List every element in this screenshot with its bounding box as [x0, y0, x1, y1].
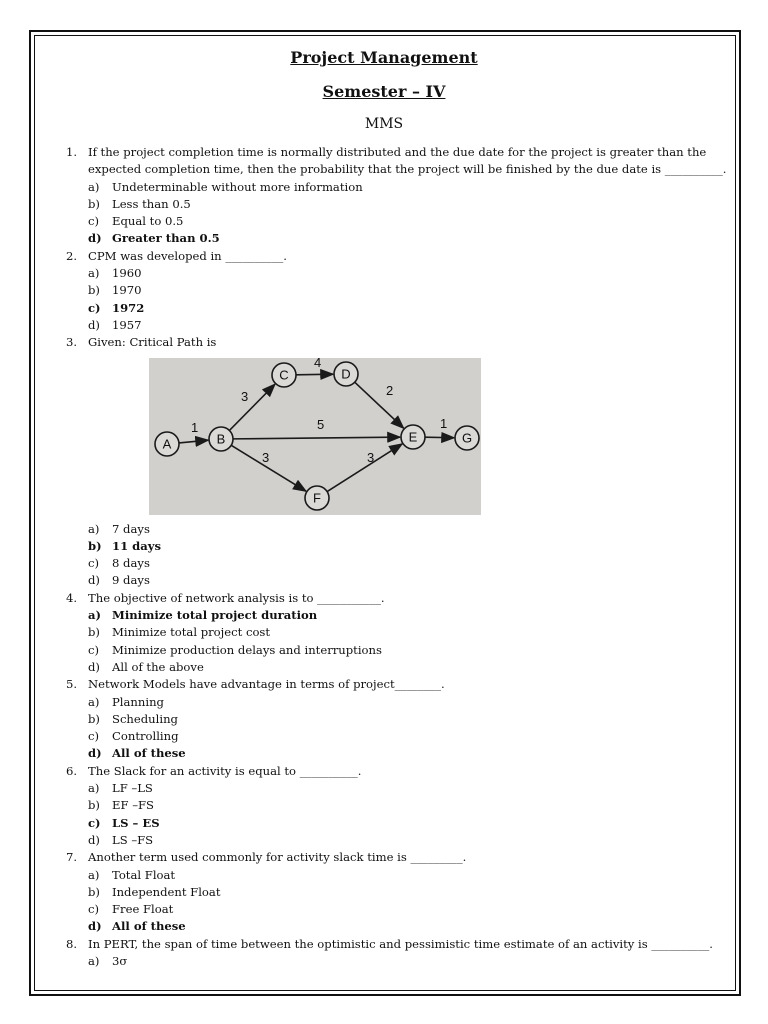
option-text: Undeterminable without more information — [112, 179, 363, 194]
answer-option-correct — [66, 918, 730, 935]
option-text: LF –LS — [112, 781, 153, 796]
option-letter: c) — [88, 214, 100, 229]
question-5 — [66, 676, 730, 693]
option-text: Less than 0.5 — [112, 196, 191, 211]
question-number: 7. — [66, 850, 78, 865]
edge-label-A-B: 1 — [191, 419, 199, 435]
question-4 — [66, 590, 730, 607]
option-text: EF –FS — [112, 798, 154, 813]
answer-option — [66, 572, 730, 589]
option-text: 1970 — [112, 283, 142, 298]
answer-option — [66, 901, 730, 918]
answer-option — [66, 832, 730, 849]
option-letter: a) — [88, 781, 100, 796]
option-letter: b) — [88, 711, 100, 726]
answer-option — [66, 711, 730, 728]
answer-option-correct — [66, 745, 730, 762]
option-letter: c) — [88, 642, 100, 657]
answer-option — [66, 521, 730, 538]
question-6 — [66, 763, 730, 780]
option-text: Planning — [112, 694, 164, 709]
option-letter: a) — [88, 521, 100, 536]
option-text: Total Float — [112, 867, 176, 882]
question-number: 5. — [66, 677, 78, 692]
node-label-F: F — [313, 490, 321, 506]
question-1 — [66, 144, 730, 179]
question-text: The objective of network analysis is to ___________. — [88, 590, 385, 605]
option-letter: a) — [88, 953, 100, 968]
question-number: 8. — [66, 936, 78, 951]
question-number: 1. — [66, 145, 78, 159]
option-letter: a) — [88, 266, 100, 281]
node-label-C: C — [279, 367, 289, 383]
question-number: 2. — [66, 248, 78, 263]
node-label-E: E — [408, 429, 418, 445]
program-heading: MMS — [364, 116, 404, 132]
option-text: Scheduling — [112, 711, 178, 726]
answer-option — [66, 953, 730, 970]
option-letter: b) — [88, 625, 100, 640]
question-8 — [66, 936, 730, 953]
answer-option — [66, 659, 730, 676]
edge-D-E — [355, 382, 404, 428]
answer-option — [66, 694, 730, 711]
option-text: 11 days — [112, 538, 162, 553]
question-text: Network Models have advantage in terms of project________. — [88, 677, 445, 692]
question-number: 6. — [66, 763, 78, 778]
answer-option — [66, 867, 730, 884]
option-letter: d) — [88, 919, 102, 934]
edge-A-B — [179, 440, 208, 443]
answer-option — [66, 265, 730, 282]
option-letter: d) — [88, 317, 100, 332]
answer-option-correct — [66, 538, 730, 555]
option-letter: a) — [88, 179, 100, 194]
edge-B-C — [229, 384, 274, 430]
option-letter: b) — [88, 538, 102, 553]
answer-option — [66, 624, 730, 641]
answer-option — [66, 728, 730, 745]
edge-label-B-F: 3 — [262, 449, 270, 465]
option-text: Minimize total project duration — [112, 608, 318, 623]
node-label-G: G — [461, 430, 473, 446]
option-text: Equal to 0.5 — [112, 214, 184, 229]
question-text: CPM was developed in __________. — [88, 248, 287, 263]
option-text: 3σ — [112, 953, 128, 968]
answer-option — [66, 317, 730, 334]
option-letter: b) — [88, 798, 100, 813]
edge-C-D — [296, 374, 333, 375]
answer-option — [66, 282, 730, 299]
question-list — [66, 144, 730, 970]
option-letter: c) — [88, 729, 100, 744]
option-text: Minimize total project cost — [112, 625, 271, 640]
answer-option-correct — [66, 607, 730, 624]
option-letter: d) — [88, 573, 100, 588]
option-text: 1960 — [112, 266, 142, 281]
node-label-A: A — [162, 436, 172, 452]
option-letter: b) — [88, 283, 100, 298]
edge-label-B-C: 3 — [241, 388, 249, 404]
edge-B-E — [233, 437, 400, 439]
option-letter: a) — [88, 694, 100, 709]
answer-option — [66, 213, 730, 230]
option-letter: d) — [88, 659, 100, 674]
option-letter: d) — [88, 231, 102, 246]
node-label-B: B — [216, 431, 226, 447]
answer-option — [66, 884, 730, 901]
option-letter: c) — [88, 300, 101, 315]
network-diagram — [149, 358, 481, 515]
question-text: Given: Critical Path is — [88, 335, 217, 350]
option-text: 1957 — [112, 317, 142, 332]
answer-option — [66, 555, 730, 572]
option-letter: c) — [88, 556, 100, 571]
question-text: If the project completion time is normally distributed and the due date for the project is greater than the expected completion time, then the probability that the project will be finished by the due date is __________. — [88, 145, 727, 177]
option-text: All of the above — [112, 659, 204, 674]
question-number: 4. — [66, 590, 78, 605]
option-text: Free Float — [112, 902, 174, 917]
option-letter: a) — [88, 867, 100, 882]
question-text: The Slack for an activity is equal to __________. — [88, 763, 362, 778]
document-title: Project Management — [290, 48, 478, 67]
option-text: LS –FS — [112, 832, 154, 847]
option-letter: b) — [88, 196, 100, 211]
edge-E-G — [425, 437, 454, 438]
question-2 — [66, 248, 730, 265]
answer-option — [66, 179, 730, 196]
edge-F-E — [327, 444, 402, 492]
question-text: In PERT, the span of time between the optimistic and pessimistic time estimate of an activity is __________. — [88, 936, 713, 951]
question-text: Another term used commonly for activity slack time is _________. — [88, 850, 467, 865]
answer-option-correct — [66, 300, 730, 317]
option-text: 1972 — [112, 300, 145, 315]
option-text: Greater than 0.5 — [112, 231, 220, 246]
node-label-D: D — [341, 366, 351, 382]
option-text: All of these — [112, 746, 186, 761]
option-text: LS – ES — [112, 815, 160, 830]
question-number: 3. — [66, 335, 78, 350]
question-3 — [66, 334, 730, 351]
semester-heading: Semester – IV — [322, 82, 446, 101]
option-letter: c) — [88, 815, 101, 830]
option-text: All of these — [112, 919, 186, 934]
answer-option — [66, 797, 730, 814]
answer-option-correct — [66, 815, 730, 832]
answer-option — [66, 642, 730, 659]
answer-option — [66, 196, 730, 213]
option-text: 9 days — [112, 573, 150, 588]
option-letter: a) — [88, 608, 101, 623]
edge-label-D-E: 2 — [386, 382, 394, 398]
option-letter: b) — [88, 884, 100, 899]
answer-option — [66, 780, 730, 797]
edge-label-F-E: 3 — [367, 449, 375, 465]
option-text: Minimize production delays and interruptions — [112, 642, 382, 657]
question-7 — [66, 849, 730, 866]
option-text: Independent Float — [112, 884, 221, 899]
edge-label-E-G: 1 — [440, 415, 448, 431]
edge-label-C-D: 4 — [314, 357, 322, 370]
edge-label-B-E: 5 — [317, 416, 325, 432]
option-letter: c) — [88, 902, 100, 917]
option-text: 8 days — [112, 556, 150, 571]
option-text: Controlling — [112, 729, 179, 744]
answer-option-correct — [66, 230, 730, 247]
option-letter: d) — [88, 746, 102, 761]
option-text: 7 days — [112, 521, 150, 536]
option-letter: d) — [88, 832, 100, 847]
